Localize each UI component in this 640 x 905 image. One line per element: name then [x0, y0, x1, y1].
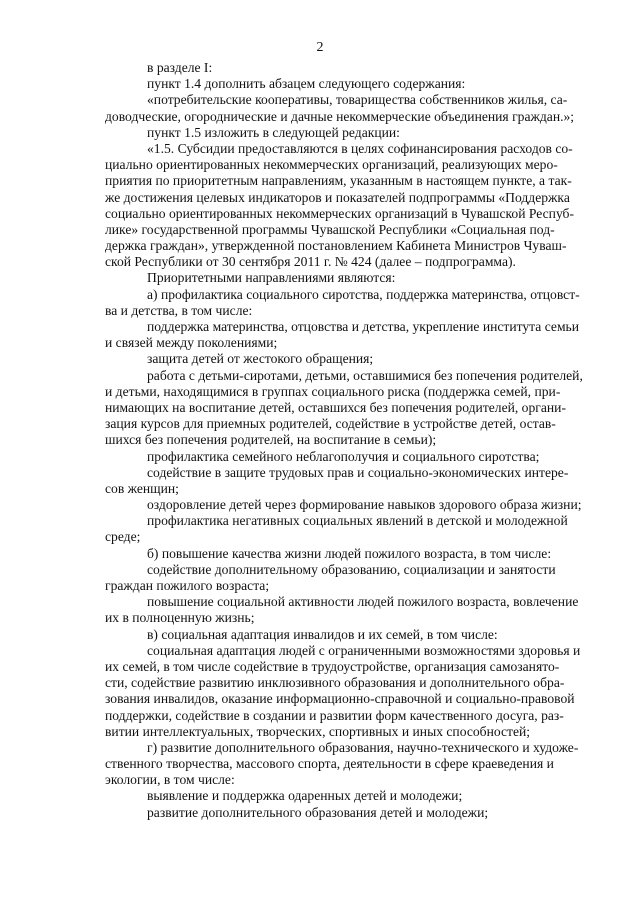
- text-line: поддержка материнства, отцовства и детства, укрепление института семьи: [147, 319, 580, 334]
- text-line: профилактика негативных социальных явлений в детской и молодежной: [147, 513, 568, 529]
- text-line: повышение социальной активности людей пожилого возраста, вовлечение: [147, 594, 579, 610]
- text-line: граждан пожилого возраста;: [105, 578, 270, 593]
- text-line: ской Республики от 30 сентября 2011 г. № 424 (далее – подпрограмма).: [105, 254, 516, 270]
- text-line: зования инвалидов, оказание информационно-справочной и социально-правовой: [105, 691, 575, 707]
- text-line: сов женщин;: [105, 480, 179, 496]
- text-line: «потребительские кооперативы, товарищества собственников жилья, са-: [147, 92, 568, 108]
- text-line: приятия по приоритетным направлениям, указанным в настоящем пункте, а так-: [105, 173, 572, 189]
- text-line: профилактика семейного неблагополучия и социального сиротства;: [147, 448, 540, 464]
- text-line: среде;: [105, 529, 141, 545]
- document-body: [105, 60, 583, 821]
- text-line: доводческие, огороднические и дачные некоммерческие объединения граждан.»;: [105, 108, 575, 124]
- text-line: ственного творчества, массового спорта, деятельности в сфере краеведения и: [105, 756, 554, 772]
- text-line: содействие в защите трудовых прав и социально-экономических интере-: [147, 464, 569, 480]
- text-line: сти, содействие развитию инклюзивного образования и дополнительного обра-: [105, 675, 565, 691]
- text-line: развитие дополнительного образования детей и молодежи;: [147, 804, 489, 820]
- text-line: шихся без попечения родителей, на воспитание в семьи);: [105, 432, 437, 448]
- text-line: г) развитие дополнительного образования, научно-технического и художе-: [147, 739, 579, 755]
- text-line: витии интеллектуальных, творческих, спортивных и иных способностей;: [105, 723, 531, 739]
- text-line: лике» государственной программы Чувашской Республики «Социальная под-: [105, 221, 555, 237]
- text-line: же достижения целевых индикаторов и показателей подпрограммы «Поддержка: [105, 189, 570, 205]
- text-line: Приоритетными направлениями являются:: [147, 270, 396, 286]
- text-line: их в полноценную жизнь;: [105, 610, 255, 626]
- text-line: поддержки, содействие в создании и развитии форм качественного досуга, раз-: [105, 707, 564, 723]
- text-line: б) повышение качества жизни людей пожилого возраста, в том числе:: [147, 545, 552, 561]
- text-line: их семей, в том числе содействие в трудоустройстве, организация самозанято-: [105, 658, 560, 674]
- text-line: и связей между поколениями;: [105, 335, 278, 351]
- text-line: в разделе I:: [147, 60, 213, 75]
- text-line: зация курсов для приемных родителей, содействие в устройстве детей, остав-: [105, 416, 556, 432]
- text-line: содействие дополнительному образованию, социализации и занятости: [147, 561, 556, 577]
- text-line: защита детей от жестокого обращения;: [147, 351, 374, 367]
- text-line: и детьми, находящимися в группах социального риска (поддержка семей, при-: [105, 383, 561, 399]
- text-line: оздоровление детей через формирование навыков здорового образа жизни;: [147, 497, 582, 513]
- text-line: выявление и поддержка одаренных детей и молодежи;: [147, 788, 463, 804]
- text-line: пункт 1.5 изложить в следующей редакции:: [147, 124, 400, 140]
- page-number: 2: [316, 40, 324, 55]
- text-line: работа с детьми-сиротами, детьми, оставшимися без попечения родителей,: [147, 367, 583, 383]
- text-line: «1.5. Субсидии предоставляются в целях софинансирования расходов со-: [147, 140, 573, 156]
- text-line: социально ориентированных некоммерческих организаций в Чувашской Респуб-: [105, 205, 575, 221]
- text-line: нимающих на воспитание детей, оставшихся без попечения родителей, органи-: [105, 399, 566, 415]
- text-line: циально ориентированных некоммерческих организаций, реализующих меро-: [105, 157, 558, 173]
- text-line: экологии, в том числе:: [105, 772, 235, 788]
- text-line: пункт 1.4 дополнить абзацем следующего содержания:: [147, 76, 466, 92]
- text-line: а) профилактика социального сиротства, поддержка материнства, отцовст-: [147, 286, 580, 302]
- text-line: в) социальная адаптация инвалидов и их семей, в том числе:: [147, 626, 498, 642]
- text-line: держка граждан», утвержденной постановлением Кабинета Министров Чуваш-: [105, 238, 567, 254]
- text-line: социальная адаптация людей с ограниченными возможностями здоровья и: [147, 642, 581, 658]
- text-line: ва и детства, в том числе:: [105, 302, 253, 318]
